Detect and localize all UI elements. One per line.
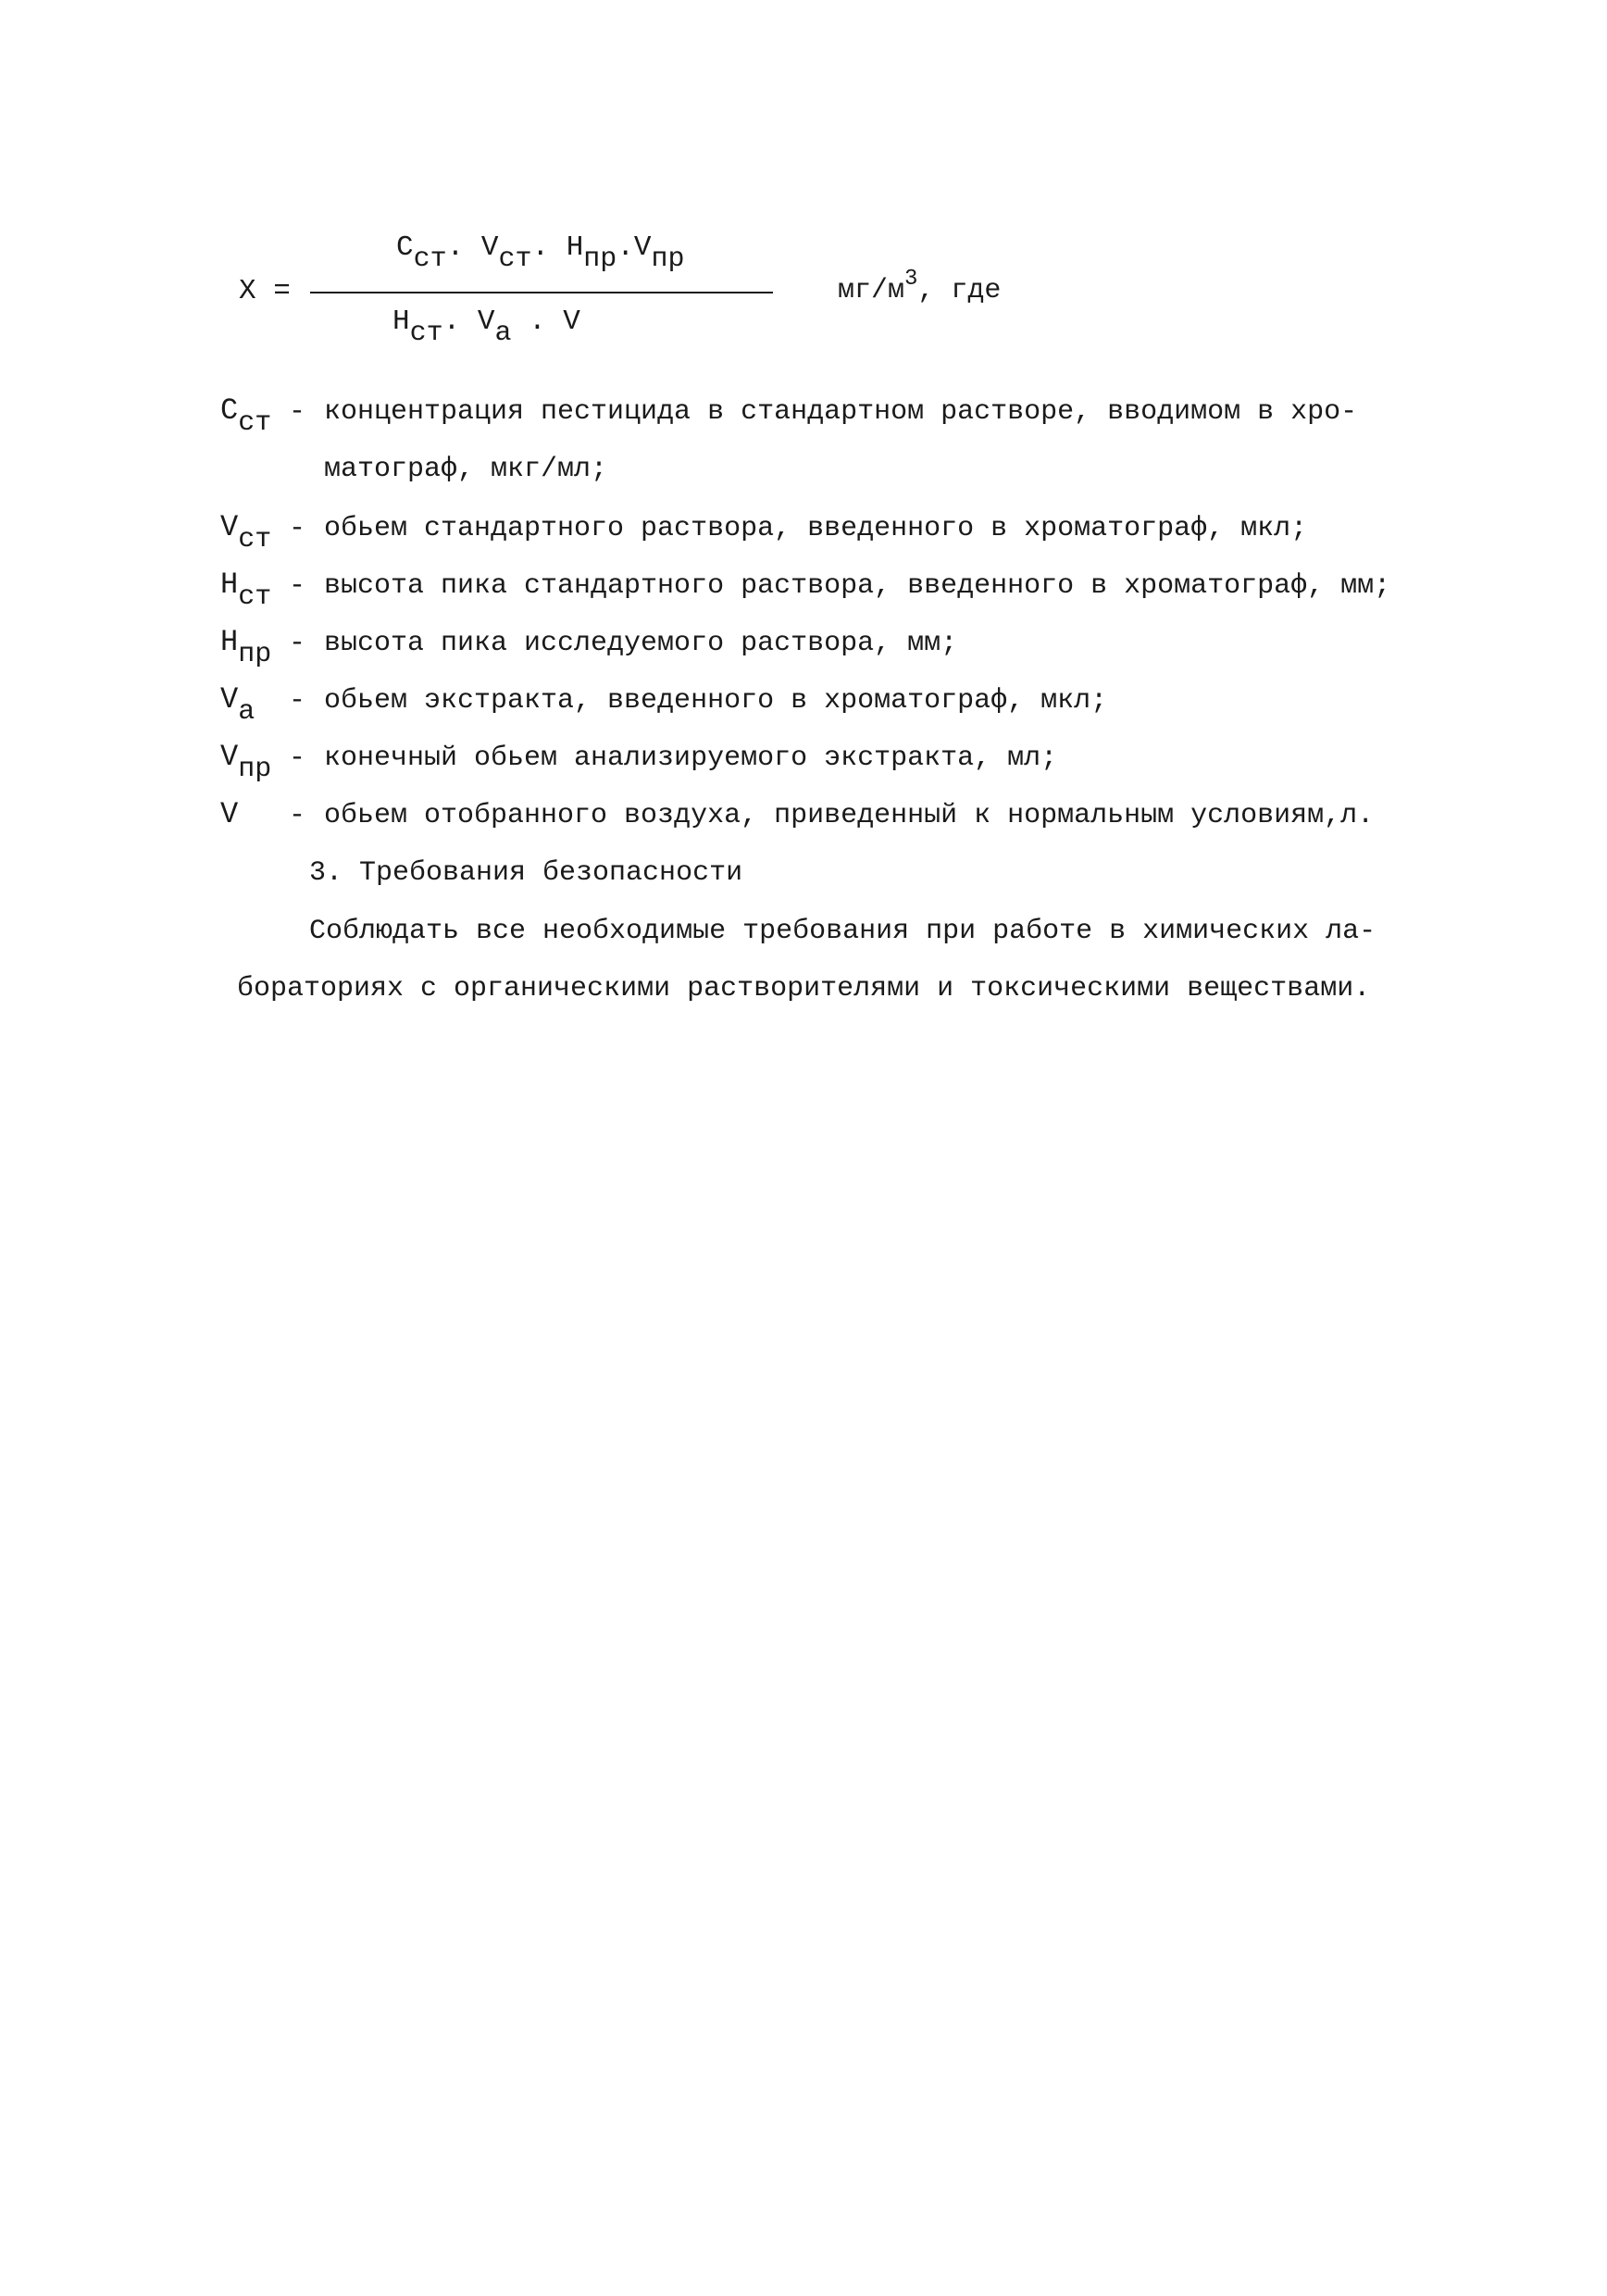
num-v2-sub: пр [651, 243, 685, 275]
den-dot-1: . [442, 306, 461, 338]
den-dot-2: . [529, 306, 546, 338]
unit-sup: 3 [904, 267, 918, 292]
def-symbol: $V_{ст}$ [220, 510, 272, 555]
section-paragraph-line-2: бораториях с органическими растворителями и токсическими веществами. [237, 973, 1371, 1004]
num-v2: V [633, 231, 652, 264]
num-c-sub: ст [413, 243, 447, 275]
def-symbol: $V_{пр}$ [220, 740, 272, 785]
num-c: C [396, 231, 414, 264]
formula-unit [838, 267, 1002, 306]
def-text: обьем экстракта, введенного в хроматограф, мкл; [324, 685, 1108, 717]
fraction-bar [310, 292, 773, 293]
num-v1: V [480, 231, 499, 264]
def-dash: - [289, 800, 306, 831]
num-h1: H [566, 231, 584, 264]
den-va: V [477, 306, 495, 338]
num-dot-1: . [446, 231, 465, 264]
formula-lhs: X = [239, 275, 291, 307]
def-dash: - [289, 685, 306, 717]
den-va-sub: a [494, 318, 512, 349]
def-symbol: V [220, 797, 239, 831]
def-text: высота пика стандартного раствора, введенного в хроматограф, мм; [324, 570, 1391, 602]
def-text: концентрация пестицида в стандартном растворе, вводимом в хро- [324, 396, 1358, 428]
den-v: V [563, 306, 580, 338]
def-symbol: $H_{пр}$ [220, 625, 272, 670]
def-text: конечный обьем анализируемого экстракта, мл; [324, 742, 1058, 774]
def-dash: - [289, 742, 306, 774]
formula-numerator [396, 231, 685, 275]
num-v1-sub: ст [498, 243, 532, 275]
section-heading: 3. Требования безопасности [309, 857, 743, 889]
formula-denominator [392, 306, 580, 349]
def-text: обьем отобранного воздуха, приведенный к нормальным условиям,л. [324, 800, 1375, 831]
def-symbol: $V_a$ [220, 682, 255, 728]
def-symbol: $C_{ст}$ [220, 393, 272, 439]
def-dash: - [289, 396, 306, 428]
def-dash: - [289, 513, 306, 544]
def-dash: - [289, 570, 306, 602]
num-dot-2: . [531, 231, 550, 264]
den-h-sub: ст [409, 318, 443, 349]
den-h: H [392, 306, 410, 338]
def-dash: - [289, 628, 306, 659]
def-text-cont: матограф, мкг/мл; [324, 454, 608, 485]
num-h1-sub: пр [583, 243, 617, 275]
def-symbol: $H_{ст}$ [220, 568, 272, 613]
unit-where: , где [917, 275, 1002, 306]
def-text: высота пика исследуемого раствора, мм; [324, 628, 958, 659]
section-paragraph-line-1: Соблюдать все необходимые требования при работе в химических ла- [309, 916, 1377, 947]
num-dot-3: . [617, 231, 634, 264]
def-text: обьем стандартного раствора, введенного в хроматограф, мкл; [324, 513, 1308, 544]
unit-text: мг/м [838, 275, 905, 306]
